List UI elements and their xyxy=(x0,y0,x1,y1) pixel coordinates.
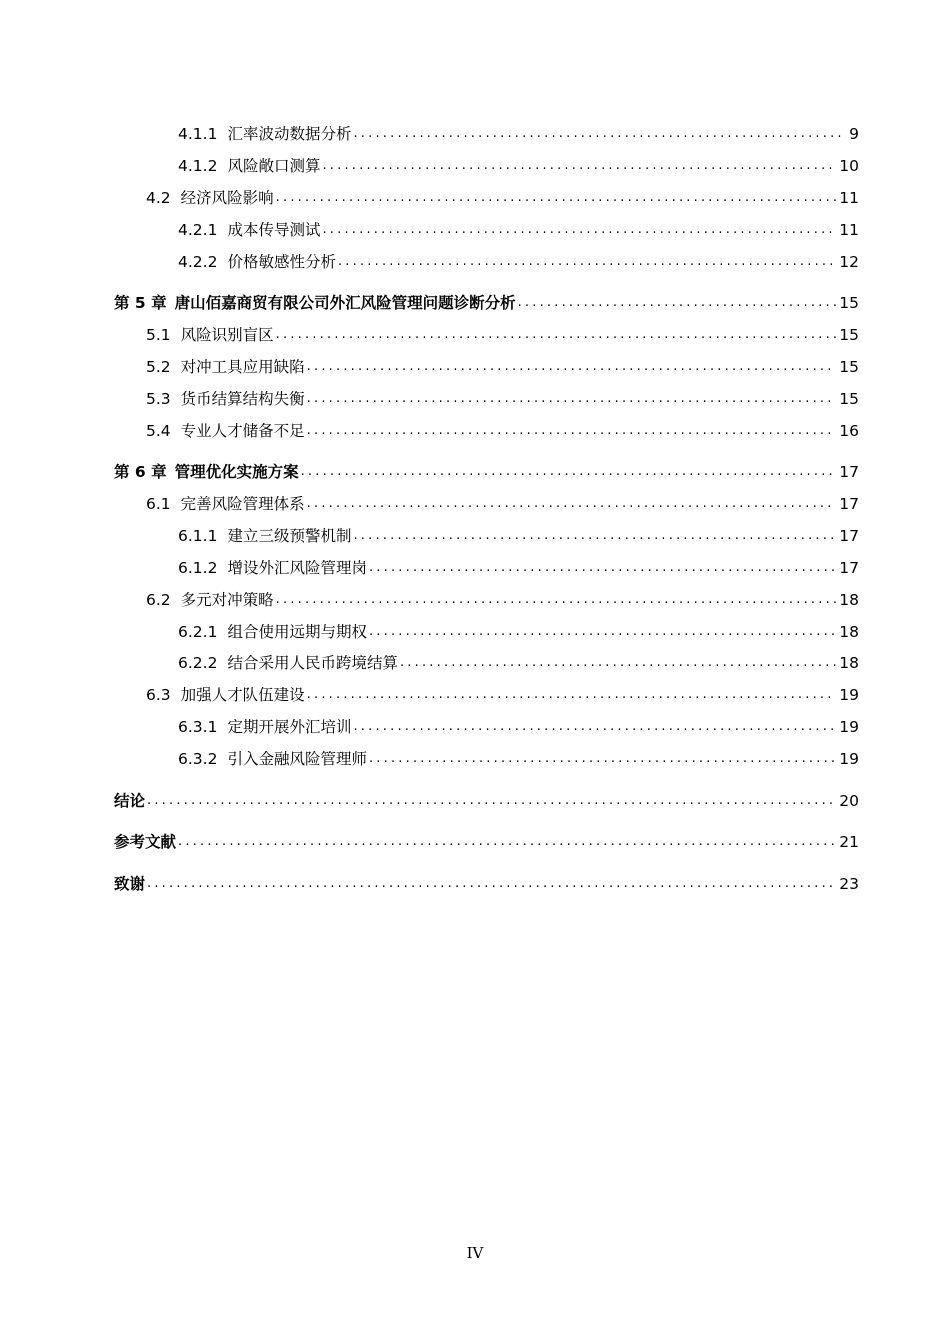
toc-page-number: 19 xyxy=(839,686,859,704)
toc-dot-leader xyxy=(353,717,836,737)
toc-entry-6-2-1[interactable] xyxy=(178,618,859,642)
toc-title: 汇率波动数据分析 xyxy=(227,125,352,143)
toc-dot-leader xyxy=(307,421,837,441)
toc-page-number: 15 xyxy=(839,294,859,312)
toc-entry-5-2[interactable] xyxy=(146,353,859,377)
toc-dot-leader xyxy=(147,874,836,894)
toc-number: 4.2.1 xyxy=(178,221,218,239)
toc-entry-conclusion[interactable] xyxy=(114,787,859,811)
toc-entry-references[interactable] xyxy=(114,828,859,852)
toc-title: 管理优化实施方案 xyxy=(174,463,299,481)
toc-page-number: 15 xyxy=(839,326,859,344)
toc-page-number: 12 xyxy=(839,253,859,271)
toc-number: 5.2 xyxy=(146,358,171,376)
toc-dot-leader xyxy=(353,124,846,144)
toc-entry-6-1-2[interactable] xyxy=(178,554,859,578)
toc-title: 价格敏感性分析 xyxy=(227,253,336,271)
toc-entry-5-1[interactable] xyxy=(146,321,859,345)
toc-page-number: 16 xyxy=(839,422,859,440)
toc-entry-6-3[interactable] xyxy=(146,681,859,705)
toc-entry-4-1-1[interactable] xyxy=(178,120,859,144)
toc-dot-leader xyxy=(369,749,836,769)
toc-number: 6.1.1 xyxy=(178,527,218,545)
toc-page-number: 17 xyxy=(839,495,859,513)
toc-page-number: 10 xyxy=(839,157,859,175)
toc-entry-6-1[interactable] xyxy=(146,490,859,514)
toc-dot-leader xyxy=(301,462,837,482)
toc-entry-chapter-5[interactable] xyxy=(114,289,859,313)
toc-dot-leader xyxy=(322,156,836,176)
toc-number: 6.1 xyxy=(146,495,171,513)
toc-dot-leader xyxy=(178,832,836,852)
toc-dot-leader xyxy=(369,622,836,642)
toc-title: 专业人才储备不足 xyxy=(180,422,305,440)
toc-title: 对冲工具应用缺陷 xyxy=(180,358,305,376)
toc-title: 增设外汇风险管理岗 xyxy=(227,559,367,577)
toc-page-number: 17 xyxy=(839,463,859,481)
toc-entry-6-2-2[interactable] xyxy=(178,649,859,673)
toc-page-number: 11 xyxy=(839,221,859,239)
toc-entry-4-2-2[interactable] xyxy=(178,248,859,272)
toc-title: 定期开展外汇培训 xyxy=(227,718,352,736)
toc-dot-leader xyxy=(276,590,837,610)
toc-title: 组合使用远期与期权 xyxy=(227,623,367,641)
toc-dot-leader xyxy=(353,526,836,546)
toc-dot-leader xyxy=(307,357,837,377)
toc-page-number: 18 xyxy=(839,623,859,641)
toc-number: 6.1.2 xyxy=(178,559,218,577)
toc-title: 致谢 xyxy=(114,875,146,893)
toc-number: 6.2 xyxy=(146,591,171,609)
toc-page-number: 19 xyxy=(839,718,859,736)
toc-title: 建立三级预警机制 xyxy=(227,527,352,545)
toc-title: 引入金融风险管理师 xyxy=(227,750,367,768)
toc-entry-6-3-1[interactable] xyxy=(178,713,859,737)
toc-number: 5.1 xyxy=(146,326,171,344)
toc-number: 4.2 xyxy=(146,189,171,207)
toc-page-number: 20 xyxy=(839,792,859,810)
toc-entry-5-4[interactable] xyxy=(146,417,859,441)
toc-entry-4-1-2[interactable] xyxy=(178,152,859,176)
toc-dot-leader xyxy=(322,220,836,240)
toc-entry-5-3[interactable] xyxy=(146,385,859,409)
toc-number: 5.3 xyxy=(146,390,171,408)
toc-dot-leader xyxy=(307,685,837,705)
toc-page-number: 9 xyxy=(849,125,859,143)
toc-title: 唐山佰嘉商贸有限公司外汇风险管理问题诊断分析 xyxy=(174,294,516,312)
toc-title: 加强人才队伍建设 xyxy=(180,686,305,704)
page-number: IV xyxy=(466,1244,484,1262)
toc-title: 多元对冲策略 xyxy=(180,591,274,609)
toc-title: 结合采用人民币跨境结算 xyxy=(227,654,398,672)
toc-entry-4-2-1[interactable] xyxy=(178,216,859,240)
toc-page-number: 17 xyxy=(839,527,859,545)
toc-number: 6.2.1 xyxy=(178,623,218,641)
toc-number: 6.2.2 xyxy=(178,654,218,672)
toc-dot-leader xyxy=(400,653,836,673)
toc-title: 结论 xyxy=(114,792,146,810)
toc-page-number: 19 xyxy=(839,750,859,768)
toc-number: 5.4 xyxy=(146,422,171,440)
toc-title: 货币结算结构失衡 xyxy=(180,390,305,408)
toc-page-number: 17 xyxy=(839,559,859,577)
toc-dot-leader xyxy=(276,188,837,208)
toc-page-number: 18 xyxy=(839,591,859,609)
toc-dot-leader xyxy=(147,791,836,811)
toc-entry-acknowledgements[interactable] xyxy=(114,870,859,894)
toc-number: 第 5 章 xyxy=(114,294,167,312)
toc-number: 6.3.1 xyxy=(178,718,218,736)
toc-entry-6-2[interactable] xyxy=(146,586,859,610)
toc-dot-leader xyxy=(369,558,836,578)
toc-page-number: 11 xyxy=(839,189,859,207)
toc-number: 4.1.1 xyxy=(178,125,218,143)
toc-page-number: 23 xyxy=(839,875,859,893)
toc-page-number: 21 xyxy=(839,833,859,851)
toc-entry-chapter-6[interactable] xyxy=(114,458,859,482)
toc-title: 参考文献 xyxy=(114,833,177,851)
toc-title: 成本传导测试 xyxy=(227,221,321,239)
toc-page-number: 15 xyxy=(839,358,859,376)
toc-number: 6.3 xyxy=(146,686,171,704)
toc-entry-6-1-1[interactable] xyxy=(178,522,859,546)
toc-dot-leader xyxy=(276,325,837,345)
toc-number: 第 6 章 xyxy=(114,463,167,481)
toc-dot-leader xyxy=(518,293,837,313)
toc-dot-leader xyxy=(307,494,837,514)
toc-number: 4.1.2 xyxy=(178,157,218,175)
toc-page-number: 15 xyxy=(839,390,859,408)
toc-dot-leader xyxy=(307,389,837,409)
toc-title: 风险敞口测算 xyxy=(227,157,321,175)
toc-number: 6.3.2 xyxy=(178,750,218,768)
toc-entry-4-2[interactable] xyxy=(146,184,859,208)
toc-title: 经济风险影响 xyxy=(180,189,274,207)
toc-title: 风险识别盲区 xyxy=(180,326,274,344)
toc-dot-leader xyxy=(338,252,836,272)
toc-number: 4.2.2 xyxy=(178,253,218,271)
toc-page-number: 18 xyxy=(839,654,859,672)
toc-title: 完善风险管理体系 xyxy=(180,495,305,513)
toc-entry-6-3-2[interactable] xyxy=(178,745,859,769)
